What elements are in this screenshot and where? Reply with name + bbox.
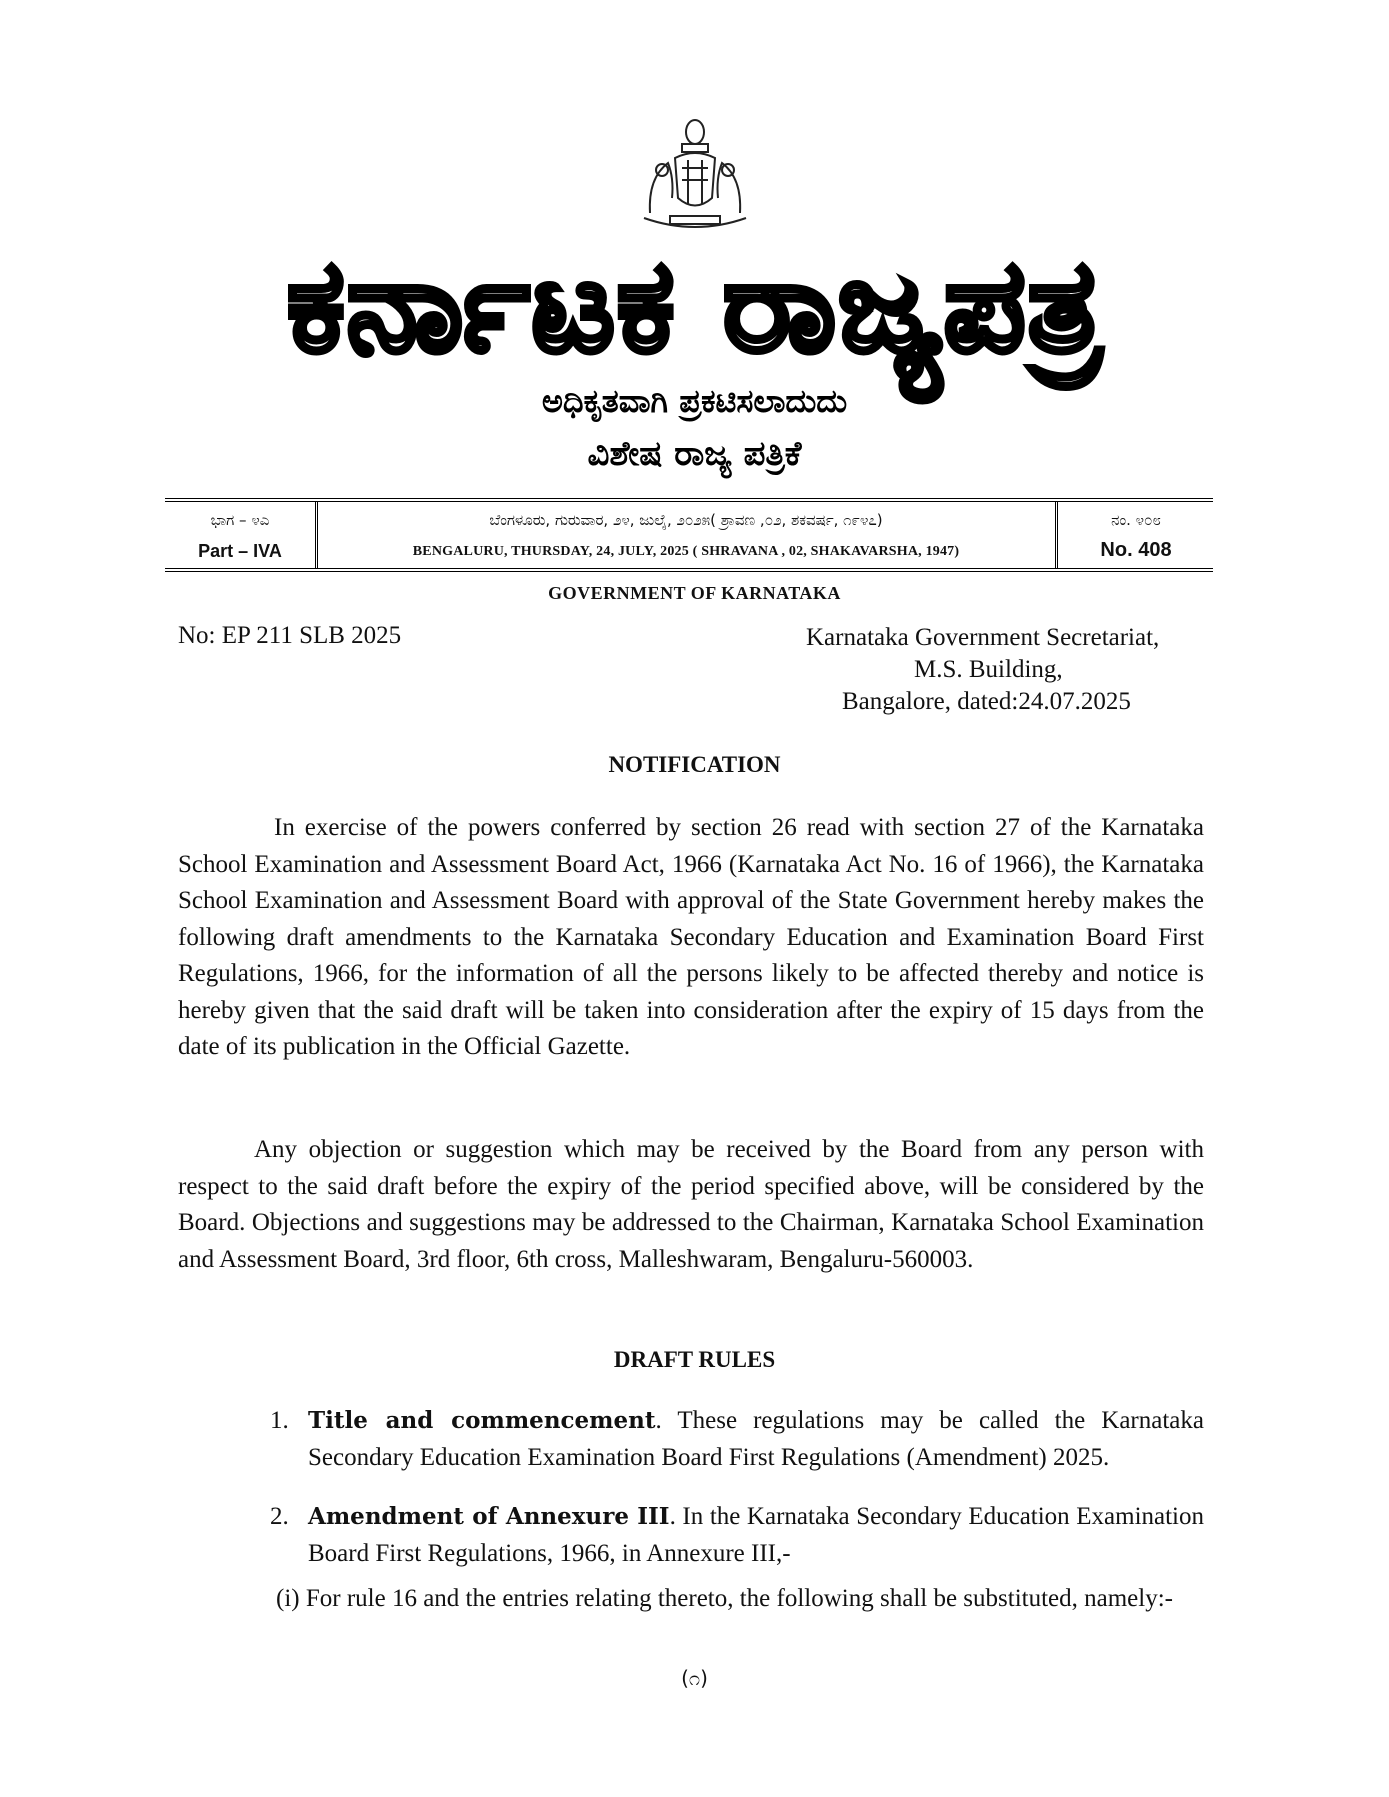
substitution-paragraph: (i) For rule 16 and the entries relating thereto, the following shall be substituted, namely:- [276, 1585, 1173, 1612]
draft-rule-title: Title and commencement [308, 1407, 656, 1434]
draft-rule-number: 2. [270, 1503, 289, 1530]
masthead-title: ಕರ್ನಾಟಕ ರಾಜ್ಯಪತ್ರ [287, 232, 1103, 381]
issue-number-cell [1059, 502, 1213, 568]
reference-number: No: EP 211 SLB 2025 [178, 622, 402, 649]
part-label-english: Part – IVA [198, 541, 282, 561]
draft-rule-item [270, 1499, 1204, 1572]
draft-rule-text: . In the Karnataka Secondary Education Examination Board First Regulations, 1966, in Annexure III,- [308, 1503, 1205, 1567]
masthead-subtitle-special: ವಿಶೇಷ ರಾಜ್ಯ ಪತ್ರಿಕೆ [587, 434, 802, 474]
draft-rules-heading: DRAFT RULES [613, 1347, 776, 1372]
notification-paragraph-1: In exercise of the powers conferred by section 26 read with section 27 of the Karnataka School Examination and Assessment Board Act, 1966 (Karnataka Act No. 16 of 1966), the Karnataka School Examination and Assessment Board with approval of the State Government hereby makes the following draft amendments to the Karnataka Secondary Education and Examination Board First Regulations, 1966, for the information of all the persons likely to be affected thereby and notice is hereby given that the said draft will be taken into consideration after the expiry of 15 days from the date of its publication in the Official Gazette. [178, 814, 1204, 1060]
draft-rule-title: Amendment of Annexure III [308, 1503, 670, 1530]
part-cell [165, 502, 318, 568]
address-line-1: Karnataka Government Secretariat, [806, 624, 1160, 651]
masthead-subtitle-official: ಅಧಿಕೃತವಾಗಿ ಪ್ರಕಟಿಸಲಾದುದು [541, 382, 848, 420]
issue-number-kannada: ನಂ. ೪೦೮ [1111, 511, 1161, 529]
draft-rule-item [270, 1403, 1204, 1476]
notification-heading: NOTIFICATION [608, 752, 781, 777]
issue-info-strip [165, 498, 1213, 572]
date-english: BENGALURU, THURSDAY, 24, JULY, 2025 ( SHRAVANA , 02, SHAKAVARSHA, 1947) [412, 544, 960, 559]
page-number: (೧) [681, 1666, 708, 1690]
draft-rule-number: 1. [270, 1407, 289, 1434]
date-cell [317, 502, 1058, 568]
government-heading: GOVERNMENT OF KARNATAKA [548, 583, 841, 603]
date-kannada: ಬೆಂಗಳೂರು, ಗುರುವಾರ, ೨೪, ಜುಲೈ, ೨೦೨೫( ಶ್ರಾವಣ ,೦೨, ಶಕವರ್ಷ, ೧೯೪೭) [489, 511, 883, 529]
address-line-2: M.S. Building, [914, 656, 1063, 683]
address-line-3: Bangalore, dated:24.07.2025 [842, 688, 1131, 715]
notification-paragraph-2: Any objection or suggestion which may be received by the Board from any person with respect to the said draft before the expiry of the period specified above, will be considered by the Board. Objections and suggestions may be addressed to the Chairman, Karnataka School Examination and Assessment Board, 3rd floor, 6th cross, Malleshwaram, Bengaluru-560003. [178, 1136, 1204, 1273]
draft-rule-text: . These regulations may be called the Karnataka Secondary Education Examination Board First Regulations (Amendment) 2025. [308, 1407, 1204, 1471]
state-emblem-icon [630, 118, 760, 233]
part-label-kannada: ಭಾಗ – ೪ಎ [210, 511, 270, 529]
issue-number-english: No. 408 [1100, 539, 1172, 561]
